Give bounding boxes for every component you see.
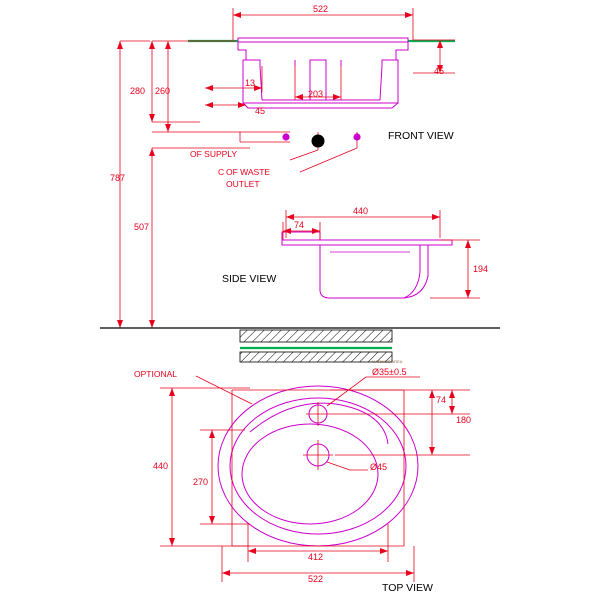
dim-top-180: 180 xyxy=(456,415,472,425)
section-hatch-band xyxy=(100,328,500,362)
dim-top-74: 74 xyxy=(436,395,447,405)
dim-side-194: 194 xyxy=(473,264,489,274)
dim-top-hole-dia: Ø35±0.5 xyxy=(372,367,407,377)
dim-top-412: 412 xyxy=(308,552,324,562)
dim-front-13: 13 xyxy=(245,78,256,88)
dim-front-45: 45 xyxy=(255,106,266,116)
dim-front-right-45: 45 xyxy=(434,66,445,76)
micro-marking-label: MARKING AREA xyxy=(372,359,403,364)
front-view-dimensions xyxy=(120,8,455,328)
note-of-waste: OF WASTE xyxy=(226,167,271,177)
side-view-dimensions xyxy=(283,210,480,298)
dim-top-440: 440 xyxy=(153,461,169,471)
side-view-geometry xyxy=(282,232,452,298)
dim-side-74: 74 xyxy=(294,220,305,230)
label-side-view: SIDE VIEW xyxy=(222,273,277,285)
dim-front-522: 522 xyxy=(313,4,329,14)
dim-front-203: 203 xyxy=(308,89,324,99)
front-view-hole-markers xyxy=(282,133,360,147)
dim-top-270: 270 xyxy=(193,477,209,487)
note-waste-prefix: C xyxy=(218,167,225,177)
top-view-geometry xyxy=(218,386,418,546)
label-front-view: FRONT VIEW xyxy=(388,130,454,142)
note-outlet: OUTLET xyxy=(226,179,260,189)
note-optional: OPTIONAL xyxy=(134,369,177,379)
label-top-view: TOP VIEW xyxy=(382,582,433,594)
dim-side-440: 440 xyxy=(353,206,369,216)
dim-front-787: 787 xyxy=(110,173,126,183)
dim-top-522: 522 xyxy=(308,574,324,584)
dim-front-280: 280 xyxy=(130,86,146,96)
dim-front-507: 507 xyxy=(134,222,150,232)
dim-top-waste-dia: Ø45 xyxy=(370,462,388,472)
note-of-supply: OF SUPPLY xyxy=(190,149,238,159)
dim-front-260: 260 xyxy=(155,86,171,96)
